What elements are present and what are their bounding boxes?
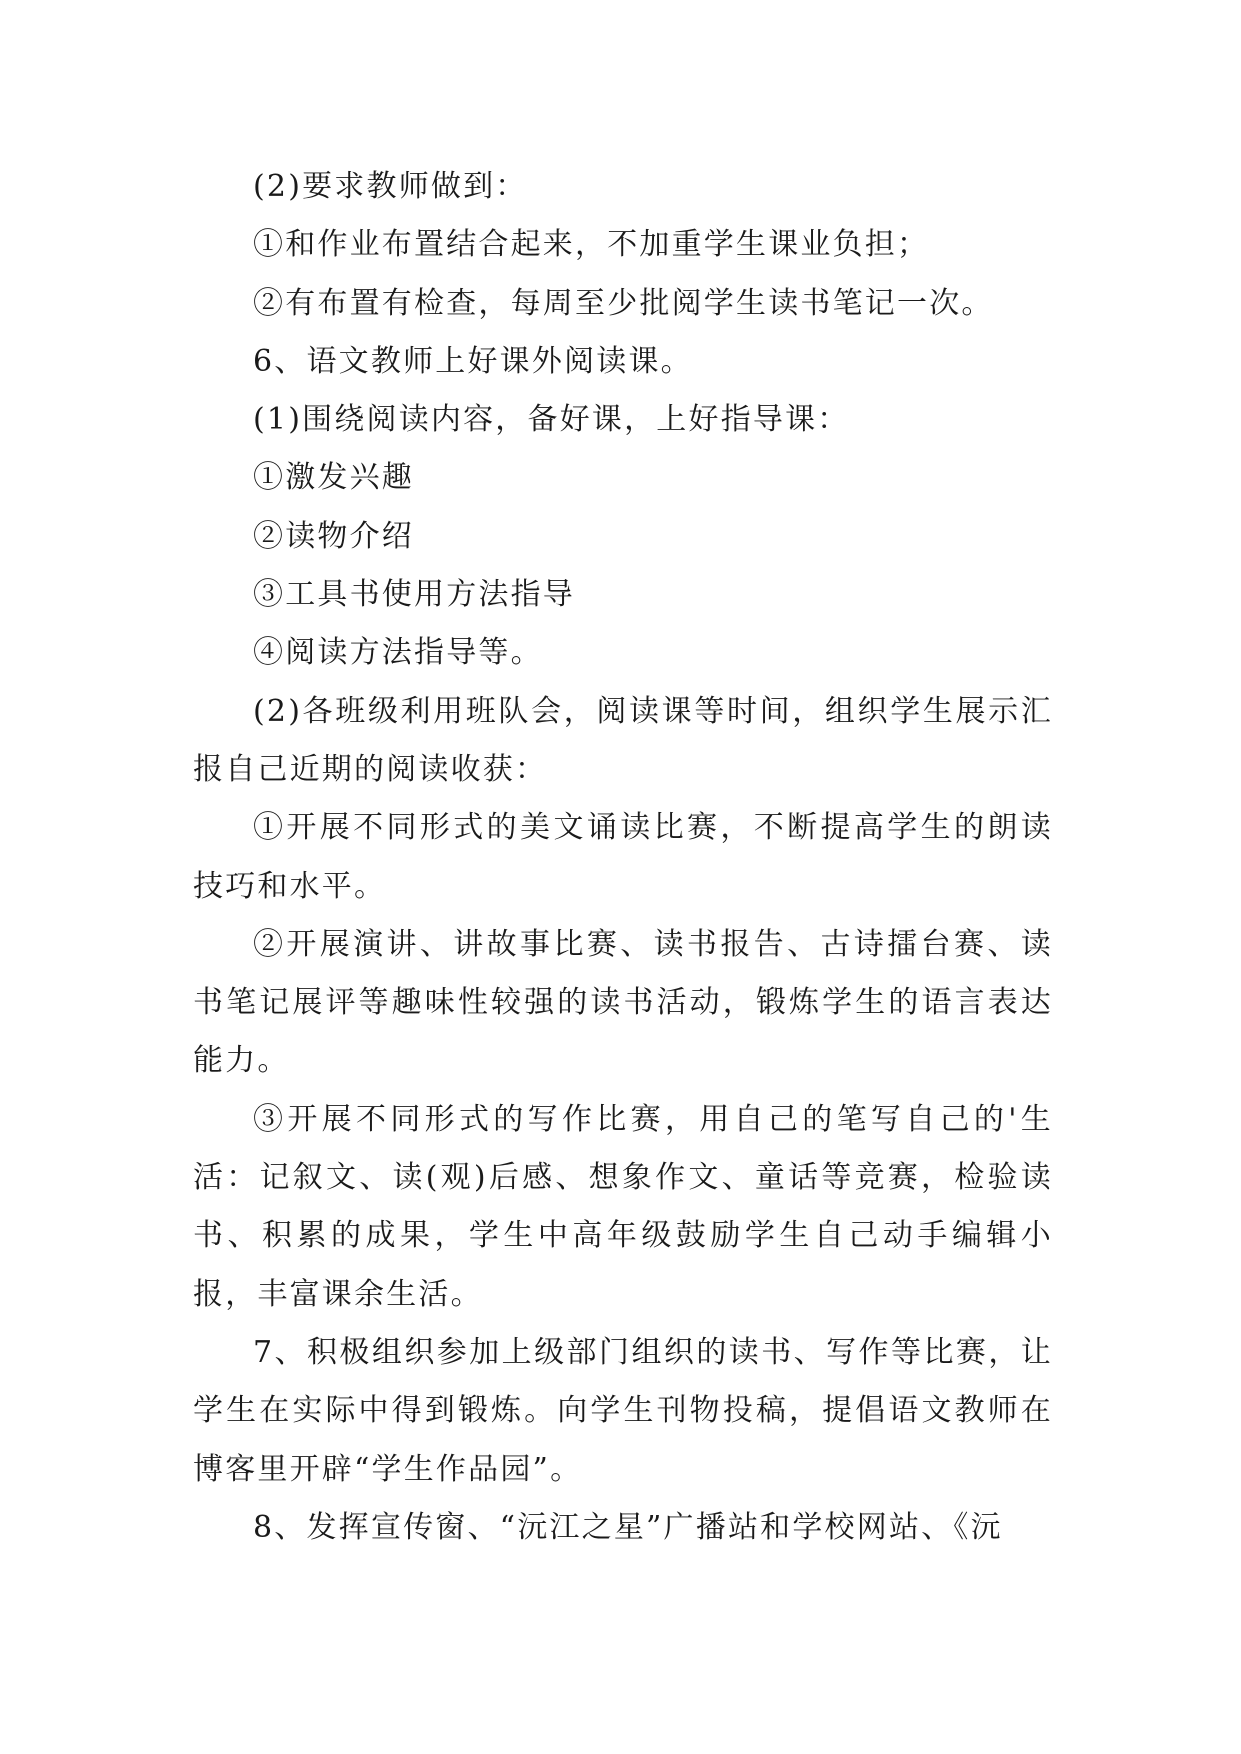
paragraph-activity-2: ②开展演讲、讲故事比赛、读书报告、古诗擂台赛、读书笔记展评等趣味性较强的读书活动，锻炼学生的语言表达能力。 bbox=[193, 926, 1053, 1079]
paragraph-teacher-requirements: (2)要求教师做到： bbox=[253, 169, 528, 204]
paragraph-activity-3: ③开展不同形式的写作比赛，用自己的笔写自己的'生活：记叙文、读(观)后感、想象作文、童话等竞赛，检验读书、积累的成果，学生中高年级鼓励学生自己动手编辑小报，丰富课余生活。 bbox=[193, 1101, 1053, 1312]
paragraph-guidance-1: ①激发兴趣 bbox=[253, 460, 414, 496]
paragraph-requirement-2: ②有布置有检查，每周至少批阅学生读书笔记一次。 bbox=[253, 285, 994, 321]
paragraph-guidance-3: ③工具书使用方法指导 bbox=[253, 577, 575, 613]
paragraph-guidance-2: ②读物介绍 bbox=[253, 518, 414, 554]
document-body bbox=[193, 158, 1053, 1557]
paragraph-requirement-1: ①和作业布置结合起来，不加重学生课业负担； bbox=[253, 227, 930, 263]
paragraph-item-6: 6、语文教师上好课外阅读课。 bbox=[253, 343, 693, 379]
paragraph-item-8: 8、发挥宣传窗、“沅江之星”广播站和学校网站、《沅 bbox=[253, 1509, 1003, 1545]
paragraph-item-7: 7、积极组织参加上级部门组织的读书、写作等比赛，让学生在实际中得到锻炼。向学生刊物投稿，提倡语文教师在博客里开辟“学生作品园”。 bbox=[193, 1334, 1053, 1487]
paragraph-guidance-lesson: (1)围绕阅读内容，备好课，上好指导课： bbox=[253, 402, 850, 438]
paragraph-class-reporting: (2)各班级利用班队会，阅读课等时间，组织学生展示汇报自己近期的阅读收获： bbox=[193, 693, 1053, 787]
paragraph-activity-1: ①开展不同形式的美文诵读比赛，不断提高学生的朗读技巧和水平。 bbox=[193, 810, 1053, 904]
paragraph-guidance-4: ④阅读方法指导等。 bbox=[253, 635, 543, 671]
